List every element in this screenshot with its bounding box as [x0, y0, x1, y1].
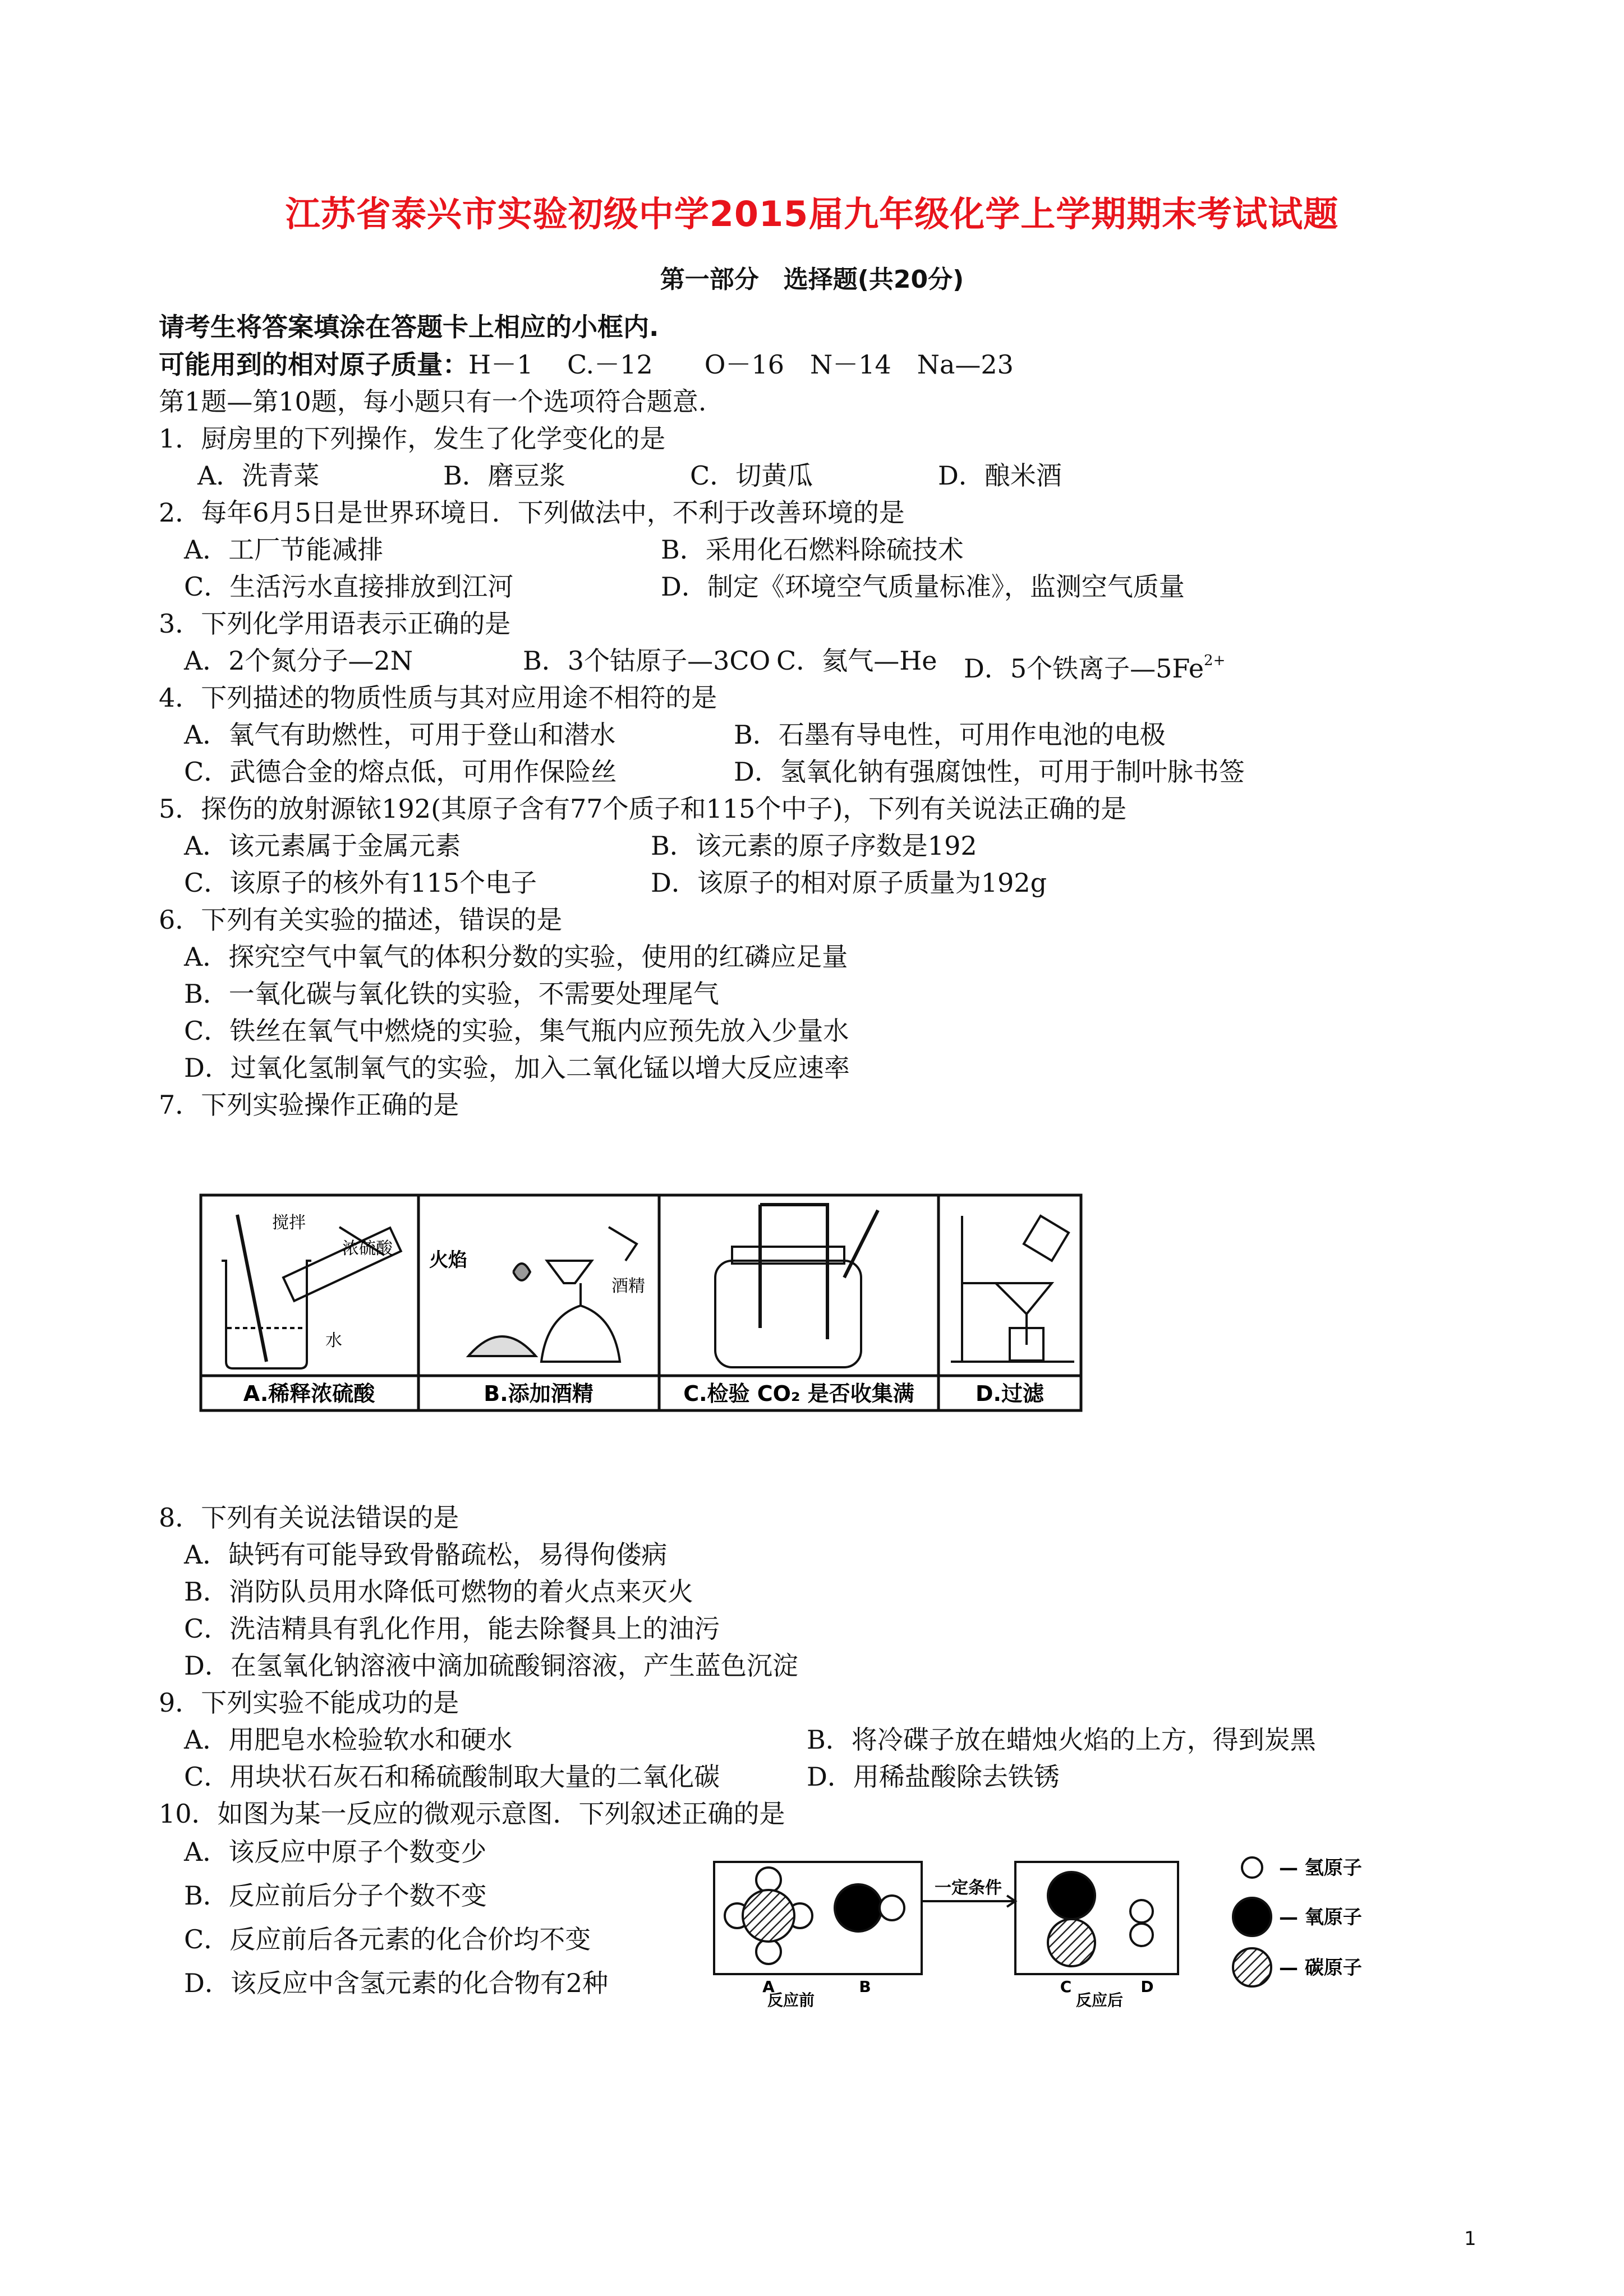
question-6-stem: 6．下列有关实验的描述，错误的是 [159, 905, 563, 935]
after-label: 反应后 [1075, 1991, 1124, 2008]
question-1-stem: 1．厨房里的下列操作，发生了化学变化的是 [159, 423, 666, 454]
caption-b: B.添加酒精 [484, 1381, 594, 1406]
stir-label: 搅拌 [272, 1213, 306, 1233]
q1-option-b: B．磨豆浆 [443, 460, 565, 491]
q4-option-b: B．石墨有导电性，可用作电池的电极 [734, 720, 1166, 750]
q10-option-b: B．反应前后分子个数不变 [184, 1880, 487, 1911]
q3-option-d-text: D．5个铁离子—5Fe [964, 653, 1204, 684]
q10-reaction-diagram [712, 1845, 1414, 2008]
question-8-stem: 8．下列有关说法错误的是 [159, 1502, 459, 1533]
atomic-mass-values: H－1 C.－12 O－16 N－14 Na—23 [468, 349, 1014, 380]
label-d: D [1140, 1977, 1154, 1996]
q5-option-d: D．该原子的相对原子质量为192g [651, 868, 1047, 898]
q9-option-b: B．将冷碟子放在蜡烛火焰的上方，得到炭黑 [807, 1725, 1316, 1755]
molecule-b [835, 1884, 904, 1931]
legend-hydrogen: — 氢原子 [1279, 1857, 1362, 1879]
molecule-d [1130, 1900, 1153, 1946]
question-10-stem: 10．如图为某一反应的微观示意图．下列叙述正确的是 [159, 1799, 785, 1829]
q1-option-a: A．洗青菜 [197, 460, 320, 491]
label-b: B [859, 1977, 871, 1996]
q6-option-b: B．一氧化碳与氧化铁的实验，不需要处理尾气 [184, 979, 719, 1009]
atomic-mass-label: 可能用到的相对原子质量： [159, 349, 468, 380]
range-note: 第1题—第10题，每小题只有一个选项符合题意. [159, 386, 707, 417]
question-4-stem: 4．下列描述的物质性质与其对应用途不相符的是 [159, 683, 717, 713]
question-5-stem: 5．探伤的放射源铱192(其原子含有77个质子和115个中子)，下列有关说法正确的是 [159, 794, 1127, 824]
page-number: 1 [1464, 2228, 1476, 2250]
instruction: 请考生将答案填涂在答题卡上相应的小框内. [159, 312, 659, 342]
q2-option-d: D．制定《环境空气质量标准》，监测空气质量 [661, 571, 1185, 602]
q3-option-b: B．3个钴原子—3CO [523, 646, 771, 676]
q4-option-a: A．氧气有助燃性，可用于登山和潜水 [184, 720, 616, 750]
molecule-a [725, 1868, 812, 1964]
q1-option-c: C．切黄瓜 [690, 460, 813, 491]
water-label: 水 [325, 1331, 342, 1350]
q8-option-b: B．消防队员用水降低可燃物的着火点来灭火 [184, 1576, 693, 1607]
caption-c: C.检验 CO₂ 是否收集满 [683, 1381, 914, 1406]
q3-option-c: C．氦气—He [776, 646, 937, 676]
q9-option-d: D．用稀盐酸除去铁锈 [807, 1762, 1060, 1792]
question-9-stem: 9．下列实验不能成功的是 [159, 1688, 459, 1718]
q3-option-a: A．2个氮分子—2N [184, 646, 413, 676]
legend-carbon-symbol [1233, 1948, 1271, 1986]
label-c: C [1060, 1977, 1072, 1996]
caption-d: D.过滤 [976, 1381, 1044, 1406]
q5-option-c: C．该原子的核外有115个电子 [184, 868, 537, 898]
molecule-c [1048, 1872, 1095, 1966]
q4-option-d: D．氢氧化钠有强腐蚀性，可用于制叶脉书签 [734, 757, 1245, 787]
q8-option-c: C．洗洁精具有乳化作用，能去除餐具上的油污 [184, 1613, 720, 1644]
acid-label: 浓硫酸 [342, 1239, 393, 1258]
legend-oxygen: — 氧原子 [1279, 1906, 1362, 1929]
q2-option-c: C．生活污水直接排放到江河 [184, 571, 514, 602]
legend [1233, 1857, 1271, 1986]
legend-carbon: — 碳原子 [1279, 1957, 1362, 1979]
q2-option-a: A．工厂节能减排 [184, 534, 384, 565]
q6-option-d: D．过氧化氢制氧气的实验，加入二氧化锰以增大反应速率 [184, 1053, 850, 1083]
q4-option-c: C．武德合金的熔点低，可用作保险丝 [184, 757, 617, 787]
question-3-stem: 3．下列化学用语表示正确的是 [159, 608, 511, 639]
q8-option-d: D．在氢氧化钠溶液中滴加硫酸铜溶液，产生蓝色沉淀 [184, 1650, 798, 1681]
q5-option-a: A．该元素属于金属元素 [184, 831, 461, 861]
q10-option-d: D．该反应中含氢元素的化合物有2种 [184, 1968, 609, 1998]
q3-option-d [964, 644, 1225, 685]
question-2-stem: 2．每年6月5日是世界环境日．下列做法中，不利于改善环境的是 [159, 497, 905, 528]
alcohol-label: 酒精 [611, 1276, 645, 1296]
q6-option-a: A．探究空气中氧气的体积分数的实验，使用的红磷应足量 [184, 942, 848, 972]
label-a: A [762, 1977, 775, 1996]
q10-option-a: A．该反应中原子个数变少 [184, 1837, 487, 1867]
legend-hydrogen-symbol [1242, 1857, 1262, 1878]
page-title: 江苏省泰兴市实验初级中学2015届九年级化学上学期期末考试试题 [285, 193, 1339, 234]
q9-option-c: C．用块状石灰石和稀硫酸制取大量的二氧化碳 [184, 1762, 720, 1792]
filtration-illustration [951, 1216, 1074, 1362]
reaction-condition: 一定条件 [935, 1878, 1002, 1898]
q6-option-c: C．铁丝在氧气中燃烧的实验，集气瓶内应预先放入少量水 [184, 1016, 849, 1046]
flame-label: 火焰 [429, 1249, 467, 1271]
question-7-stem: 7．下列实验操作正确的是 [159, 1090, 459, 1120]
atomic-mass-line [159, 348, 1014, 381]
q5-option-b: B．该元素的原子序数是192 [651, 831, 977, 861]
before-label: 反应前 [767, 1991, 815, 2008]
q10-option-c: C．反应前后各元素的化合价均不变 [184, 1924, 591, 1954]
section-heading: 第一部分 选择题(共20分) [660, 265, 964, 294]
caption-a: A.稀释浓硫酸 [243, 1381, 375, 1406]
q1-option-d: D．酿米酒 [938, 460, 1062, 491]
ion-charge: 2+ [1204, 652, 1226, 669]
q7-experiment-figure [199, 1193, 1083, 1412]
legend-oxygen-symbol [1233, 1898, 1271, 1936]
q8-option-a: A．缺钙有可能导致骨骼疏松，易得佝偻病 [184, 1539, 668, 1570]
q2-option-b: B．采用化石燃料除硫技术 [661, 534, 964, 565]
q9-option-a: A．用肥皂水检验软水和硬水 [184, 1725, 513, 1755]
gas-jar-illustration [715, 1205, 878, 1367]
beaker-acid-illustration [222, 1215, 401, 1368]
